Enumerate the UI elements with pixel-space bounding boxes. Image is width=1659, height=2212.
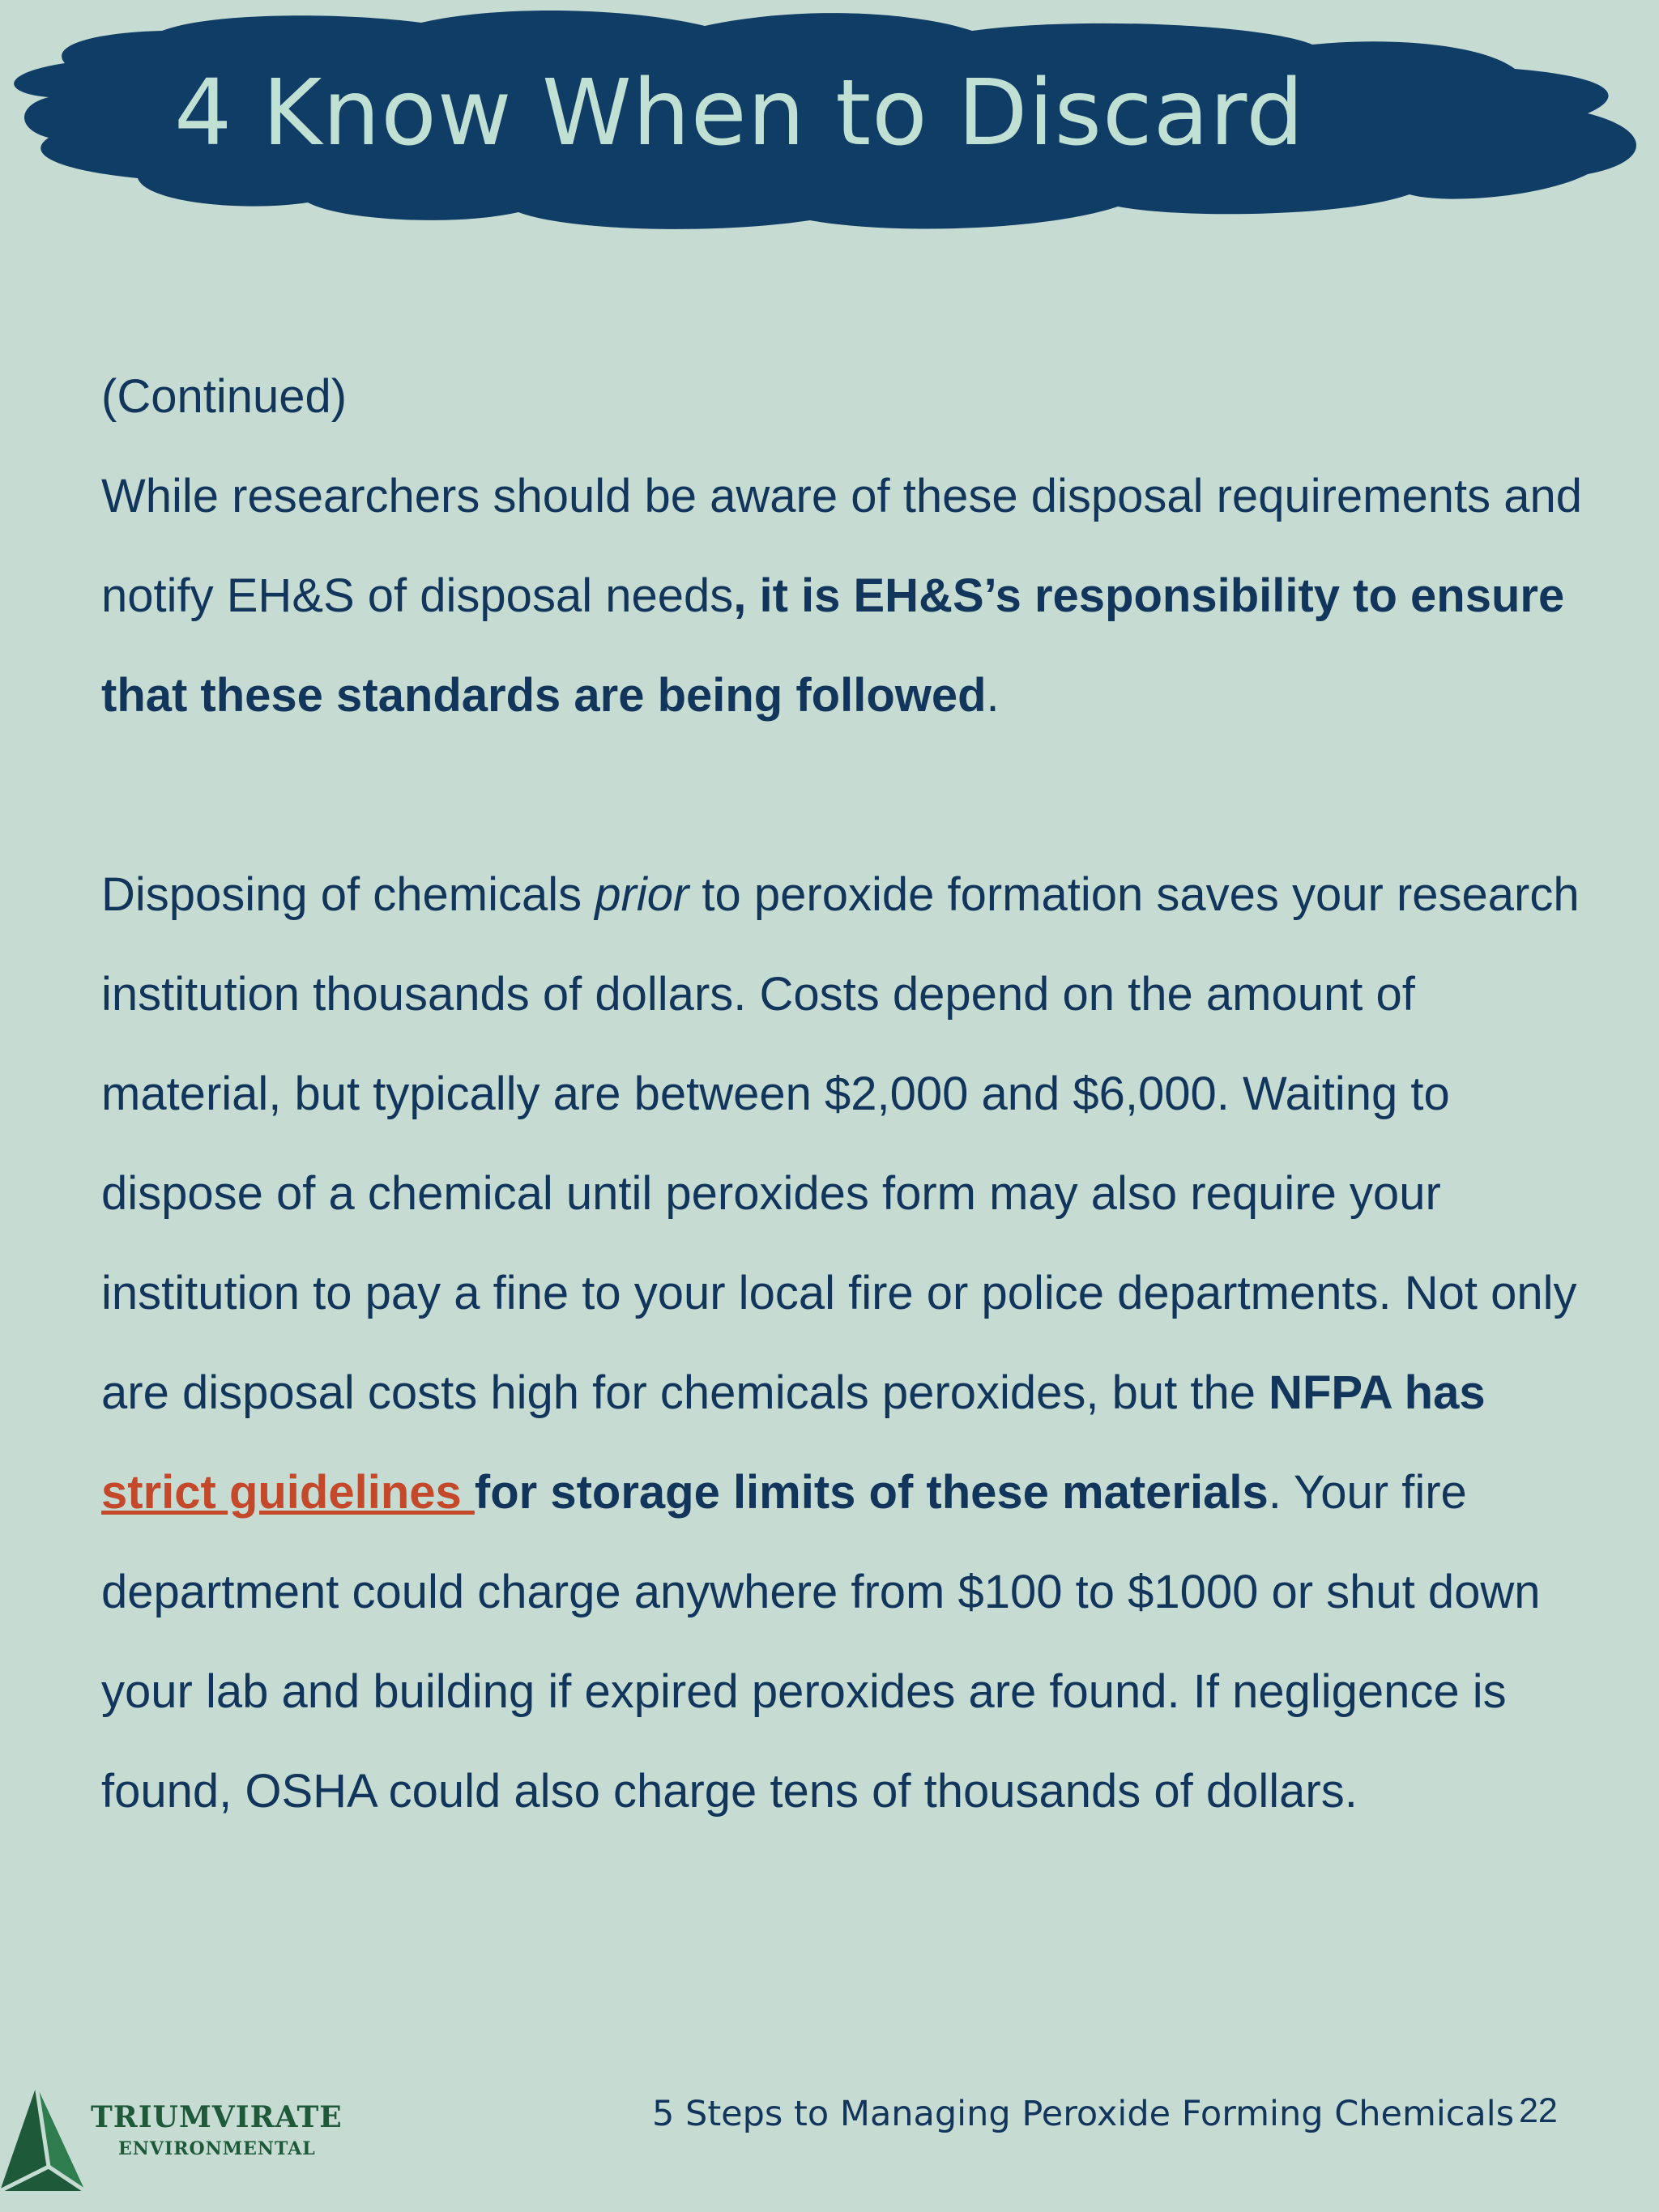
paragraph-responsibility (101, 446, 1584, 745)
page-number: 22 (1519, 2091, 1558, 2130)
emphasis-text: for storage limits of these materials (474, 1466, 1269, 1519)
paragraph-text: While researchers should be aware of these disposal requirements and notify EH&S of disposal needs (101, 470, 1582, 622)
title-banner (0, 0, 1659, 259)
page-title: 4 Know When to Discard (174, 61, 1305, 166)
emphasis-text: , it is EH&S’s responsibility to ensure that these standards are being followed (101, 569, 1565, 722)
logo-subname: ENVIRONMENTAL (118, 2138, 316, 2159)
paragraph-spacer (101, 745, 1584, 845)
strict-guidelines-link[interactable]: strict guidelines (101, 1466, 475, 1519)
continued-label: (Continued) (101, 370, 348, 423)
footer-document-title: 5 Steps to Managing Peroxide Forming Chemicals (652, 2094, 1515, 2134)
paragraph-text: . Your fire department could charge anywhere from $100 to $1000 or shut down your lab and building if expired peroxides are found. If negligence is found, OSHA could also charge tens of thousands of dollars. (101, 1466, 1541, 1818)
logo-name: TRIUMVIRATE (91, 2100, 343, 2134)
italic-text: prior (595, 868, 689, 921)
emphasis-text: NFPA has (1269, 1366, 1486, 1419)
paragraph-text: to peroxide formation saves your research institution thousands of dollars. Costs depend on the amount of material, but typically are between $2,000 and $6,000. Waiting to dispose of a chemical until peroxides form may also require your institution to pay a fine to your local fire or police departments. Not only are disposal costs high for chemicals peroxides, but the (101, 868, 1580, 1419)
paragraph-text: Disposing of chemicals (101, 868, 595, 921)
body-content (101, 347, 1584, 1841)
paragraph-costs (101, 845, 1584, 1841)
paragraph-end: . (986, 669, 1000, 722)
